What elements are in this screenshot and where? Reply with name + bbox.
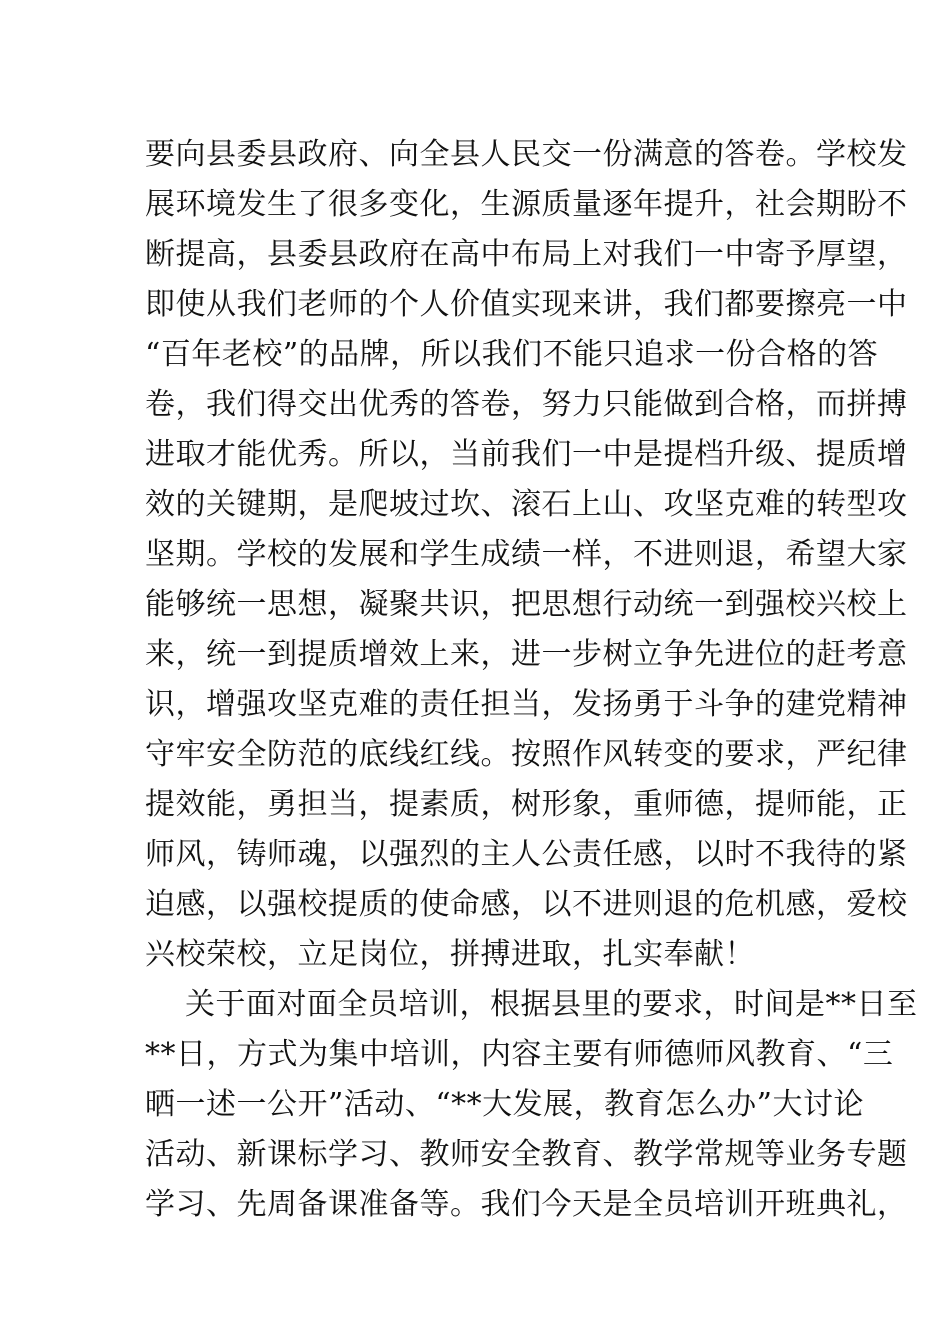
paragraph-line: 坚期。学校的发展和学生成绩一样，不进则退，希望大家	[145, 537, 908, 572]
paragraph-line: 卷，我们得交出优秀的答卷，努力只能做到合格，而拼搏	[145, 387, 908, 422]
paragraph-line: 活动、新课标学习、教师安全教育、教学常规等业务专题	[145, 1137, 908, 1172]
paragraph-line: 师风，铸师魂，以强烈的主人公责任感，以时不我待的紧	[145, 837, 908, 872]
paragraph-line: 展环境发生了很多变化，生源质量逐年提升，社会期盼不	[145, 187, 908, 222]
paragraph-line: 即使从我们老师的个人价值实现来讲，我们都要擦亮一中	[145, 287, 908, 322]
paragraph-line: 晒一述一公开”活动、“**大发展，教育怎么办”大讨论	[145, 1087, 865, 1122]
paragraph-2	[145, 980, 918, 1230]
paragraph-line: 兴校荣校，立足岗位，拼搏进取，扎实奉献！	[145, 937, 755, 972]
paragraph-line: 来，统一到提质增效上来，进一步树立争先进位的赶考意	[145, 637, 908, 672]
paragraph-line: 迫感，以强校提质的使命感，以不进则退的危机感，爱校	[145, 887, 908, 922]
paragraph-line: **日，方式为集中培训，内容主要有师德师风教育、“三	[145, 1037, 894, 1072]
paragraph-line: 学习、先周备课准备等。我们今天是全员培训开班典礼，	[145, 1187, 908, 1222]
paragraph-line: 要向县委县政府、向全县人民交一份满意的答卷。学校发	[145, 137, 908, 172]
paragraph-line: 识，增强攻坚克难的责任担当，发扬勇于斗争的建党精神	[145, 687, 908, 722]
paragraph-line: “百年老校”的品牌，所以我们不能只追求一份合格的答	[145, 337, 879, 372]
paragraph-line: 能够统一思想，凝聚共识，把思想行动统一到强校兴校上	[145, 587, 908, 622]
paragraph-line: 断提高，县委县政府在高中布局上对我们一中寄予厚望，	[145, 237, 908, 272]
body-text	[145, 130, 918, 1230]
paragraph-line: 提效能，勇担当，提素质，树形象，重师德，提师能，正	[145, 787, 908, 822]
paragraph-line: 守牢安全防范的底线红线。按照作风转变的要求，严纪律	[145, 737, 908, 772]
paragraph-1	[145, 130, 908, 980]
paragraph-line: 关于面对面全员培训，根据县里的要求，时间是**日至	[185, 987, 918, 1022]
paragraph-line: 进取才能优秀。所以，当前我们一中是提档升级、提质增	[145, 437, 908, 472]
paragraph-line: 效的关键期，是爬坡过坎、滚石上山、攻坚克难的转型攻	[145, 487, 908, 522]
